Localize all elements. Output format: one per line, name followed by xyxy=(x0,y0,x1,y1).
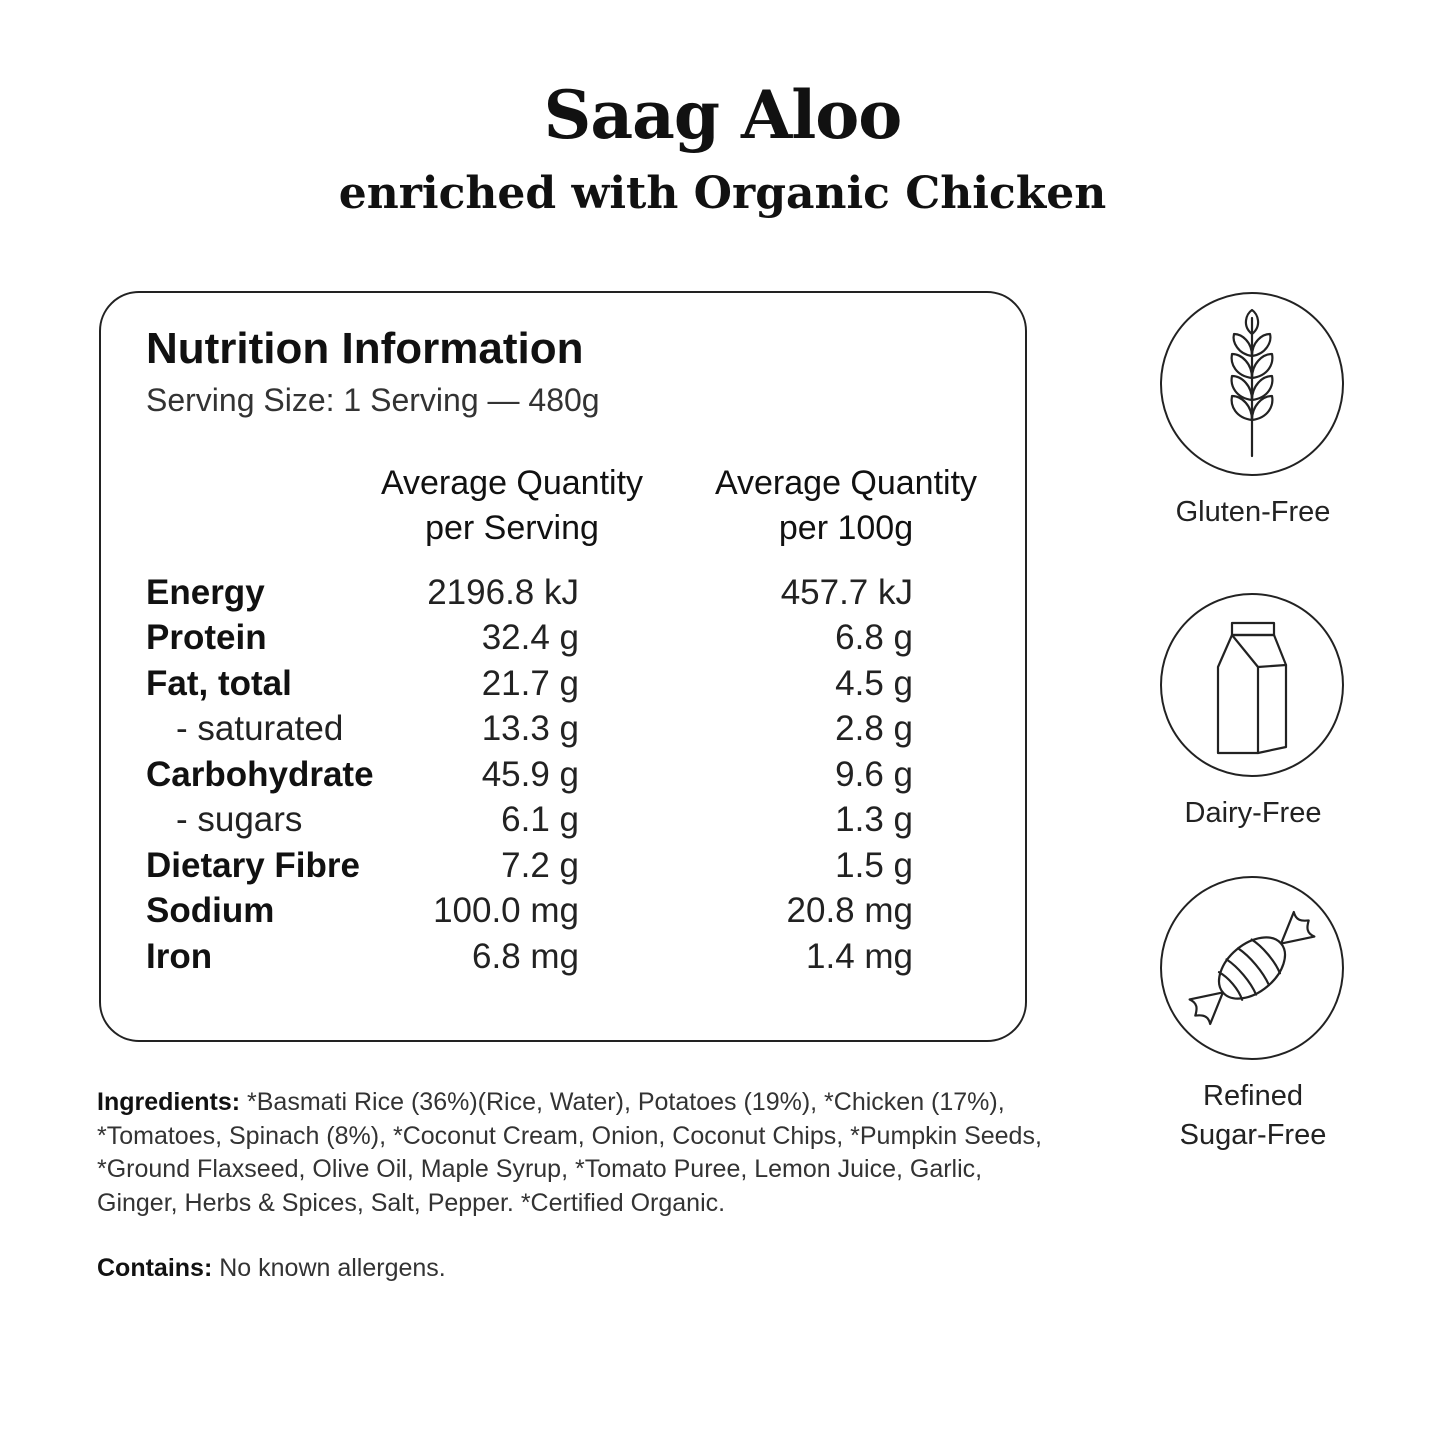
per-serving-value: 13.3 g xyxy=(481,709,579,748)
per-serving-value: 6.8 mg xyxy=(472,937,579,976)
column-header-per-serving xyxy=(362,461,662,551)
ingredients-list: *Basmati Rice (36%)(Rice, Water), Potatoes (19%), *Chicken (17%), *Tomatoes, Spinach (8%), *Coconut Cream, Onion, Coconut Chips, *Pumpkin Seeds, *Ground Flaxseed, Olive Oil, Maple Syrup, *Tomato Puree, Lemon Juice, Garlic, Ginger, Herbs & Spices, Salt, Pepper. *Certified Organic. xyxy=(97,1088,1042,1217)
column-header-line: Average Quantity xyxy=(714,464,978,502)
refined-sugar-free-label xyxy=(1130,1077,1376,1155)
nutrient-label: - saturated xyxy=(176,709,344,748)
product-subtitle: enriched with Organic Chicken xyxy=(338,168,1107,219)
nutrient-label: Sodium xyxy=(146,891,275,930)
dairy-free-label: Dairy-Free xyxy=(1184,797,1322,829)
badge-label-line: Sugar-Free xyxy=(1179,1119,1327,1151)
per-100g-value: 6.8 g xyxy=(835,618,913,657)
serving-size: Serving Size: 1 Serving — 480g xyxy=(146,382,600,418)
milk-carton-icon xyxy=(1162,595,1342,775)
per-100g-value: 9.6 g xyxy=(835,755,913,794)
nutrient-label: - sugars xyxy=(176,800,303,839)
per-serving-value: 2196.8 kJ xyxy=(427,573,579,612)
per-serving-value: 45.9 g xyxy=(481,755,579,794)
nutrient-label: Dietary Fibre xyxy=(146,846,360,885)
nutrient-label: Protein xyxy=(146,618,267,657)
column-header-line: per Serving xyxy=(425,509,599,547)
column-header-per-100g xyxy=(696,461,996,551)
per-serving-value: 6.1 g xyxy=(501,800,579,839)
per-100g-value: 1.5 g xyxy=(835,846,913,885)
ingredients-label: Ingredients: xyxy=(97,1088,241,1116)
gluten-free-label: Gluten-Free xyxy=(1175,496,1331,528)
contains-label: Contains: xyxy=(97,1254,213,1282)
nutrition-title: Nutrition Information xyxy=(146,324,584,373)
per-serving-value: 21.7 g xyxy=(481,664,579,703)
ingredients-text xyxy=(97,1086,1047,1220)
allergen-statement xyxy=(97,1252,446,1286)
wheat-icon xyxy=(1162,294,1342,474)
nutrient-label: Fat, total xyxy=(146,664,292,703)
candy-icon xyxy=(1162,878,1342,1058)
column-header-line: Average Quantity xyxy=(380,464,644,502)
nutrient-label: Carbohydrate xyxy=(146,755,374,794)
per-serving-value: 32.4 g xyxy=(481,618,579,657)
per-100g-value: 1.3 g xyxy=(835,800,913,839)
per-100g-value: 2.8 g xyxy=(835,709,913,748)
per-serving-value: 100.0 mg xyxy=(433,891,579,930)
nutrient-label: Iron xyxy=(146,937,213,976)
per-100g-value: 4.5 g xyxy=(835,664,913,703)
product-title: Saag Aloo xyxy=(543,76,902,154)
badge-label-line: Refined xyxy=(1203,1080,1303,1112)
per-serving-value: 7.2 g xyxy=(501,846,579,885)
column-header-line: per 100g xyxy=(778,509,914,547)
nutrient-label: Energy xyxy=(146,573,265,612)
contains-text: No known allergens. xyxy=(212,1254,446,1282)
dairy-free-badge xyxy=(1160,593,1344,777)
refined-sugar-free-badge xyxy=(1160,876,1344,1060)
gluten-free-badge xyxy=(1160,292,1344,476)
per-100g-value: 20.8 mg xyxy=(786,891,913,930)
per-100g-value: 457.7 kJ xyxy=(780,573,913,612)
per-100g-value: 1.4 mg xyxy=(806,937,913,976)
